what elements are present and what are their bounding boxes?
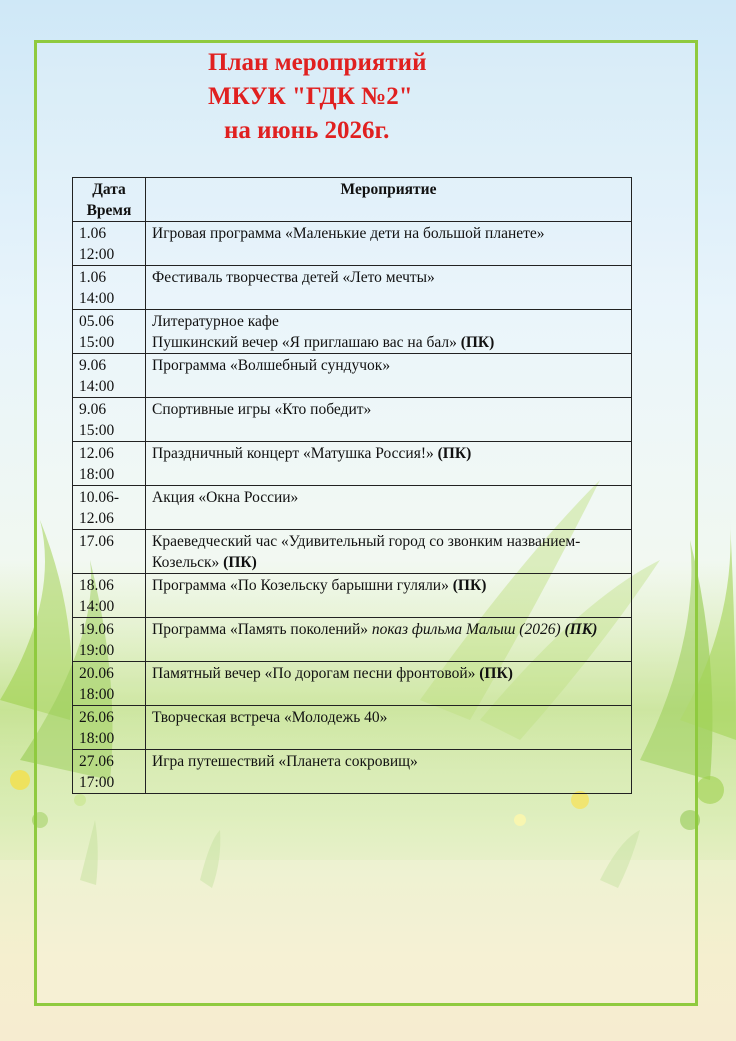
event-title: Программа «По Козельску барышни гуляли» [152,577,449,594]
events-table [72,177,632,794]
event-time: 18:00 [79,730,115,747]
event-title: Игровая программа «Маленькие дети на большой планете» [152,225,545,242]
table-row [73,266,632,310]
event-time: 14:00 [79,598,115,615]
event-time: 18:00 [79,466,115,483]
event-cell [146,574,632,618]
event-column-header: Мероприятие [146,178,632,222]
table-row [73,618,632,662]
pk-badge: (ПК) [437,445,472,462]
event-time: 17:00 [79,774,115,791]
event-date: 05.06 [79,313,114,330]
table-row [73,222,632,266]
event-cell [146,354,632,398]
table-row [73,486,632,530]
pk-badge: (ПК) [452,577,487,594]
event-title: Литературное кафе [152,313,279,330]
title-line-1: План мероприятий [208,49,427,76]
title-line-2: МКУК "ГДК №2" [208,83,413,110]
date-header-label: Дата [92,181,126,198]
table-row [73,398,632,442]
event-cell [146,706,632,750]
event-title: Праздничный концерт «Матушка Россия!» [152,445,434,462]
table-row [73,310,632,354]
event-title: Спортивные игры «Кто победит» [152,401,372,418]
event-date: 10.06- [79,489,120,506]
event-time: 12.06 [79,510,114,527]
event-date: 1.06 [79,269,107,286]
table-row [73,662,632,706]
date-cell [73,662,146,706]
event-title: Акция «Окна России» [152,489,299,506]
date-cell [73,618,146,662]
event-date: 19.06 [79,621,114,638]
event-date: 20.06 [79,665,114,682]
event-time: 18:00 [79,686,115,703]
pk-badge: (ПК) [223,554,257,571]
event-date: 18.06 [79,577,114,594]
event-cell [146,398,632,442]
table-row [73,750,632,794]
time-header-label: Время [86,202,132,219]
event-note: показ фильма Малыш (2026) [371,621,561,638]
event-cell [146,750,632,794]
event-date: 26.06 [79,709,114,726]
event-date: 12.06 [79,445,114,462]
event-time: 14:00 [79,378,115,395]
event-cell [146,310,632,354]
event-cell [146,266,632,310]
event-title: Игра путешествий «Планета сокровищ» [152,753,418,770]
table-row [73,530,632,574]
event-time: 12:00 [79,246,115,263]
event-subtitle: Пушкинский вечер «Я приглашаю вас на бал» [152,334,457,351]
event-time: 14:00 [79,290,115,307]
date-cell [73,750,146,794]
date-cell [73,530,146,574]
table-row [73,442,632,486]
date-cell [73,574,146,618]
date-cell [73,486,146,530]
event-cell [146,222,632,266]
event-date: 9.06 [79,401,107,418]
title-line-3: на июнь 2026г. [224,117,390,144]
event-time: 15:00 [79,334,115,351]
pk-badge: (ПК) [479,665,513,682]
date-column-header [73,178,146,222]
event-cell [146,618,632,662]
table-header-row [73,178,632,222]
date-cell [73,706,146,750]
event-cell [146,530,632,574]
table-row [73,706,632,750]
page-title [150,46,530,148]
event-title: Фестиваль творчества детей «Лето мечты» [152,269,435,286]
event-time: 15:00 [79,422,115,439]
table-row [73,574,632,618]
event-cell [146,486,632,530]
event-time: 19:00 [79,642,115,659]
date-cell [73,266,146,310]
event-title: Памятный вечер «По дорогам песни фронтовой» [152,665,476,682]
date-cell [73,222,146,266]
event-date: 17.06 [79,533,114,550]
event-date: 27.06 [79,753,114,770]
event-cell [146,442,632,486]
pk-badge: (ПК) [460,334,495,351]
date-cell [73,442,146,486]
event-title: Программа «Память поколений» [152,621,369,638]
event-date: 1.06 [79,225,107,242]
event-date: 9.06 [79,357,107,374]
date-cell [73,354,146,398]
event-title: Программа «Волшебный сундучок» [152,357,391,374]
event-title: Творческая встреча «Молодежь 40» [152,709,388,726]
event-cell [146,662,632,706]
event-title: Краеведческий час «Удивительный город со звонким названием-Козельск» [152,533,581,571]
table-row [73,354,632,398]
pk-badge: (ПК) [564,621,598,638]
date-cell [73,398,146,442]
date-cell [73,310,146,354]
